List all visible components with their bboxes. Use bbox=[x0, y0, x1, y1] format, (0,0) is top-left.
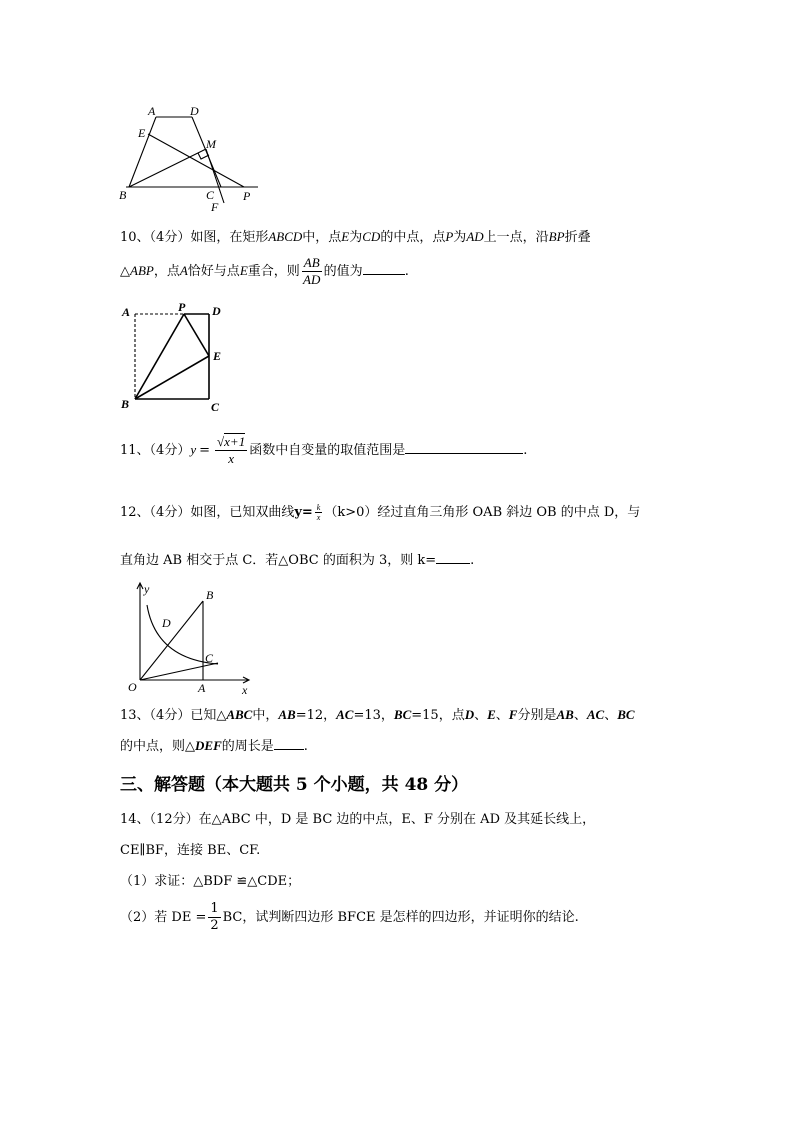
q10-line1: 10、（4分）如图，在矩形ABCD中，点E为CD的中点，点P为AD上一点，沿BP折叠 bbox=[120, 229, 591, 245]
label-B: B bbox=[121, 397, 130, 411]
figure-rectangle-fold bbox=[118, 300, 228, 418]
q13-line1: 13、（4分）已知△ABC中，AB=12，AC=13，BC=15，点D、E、F分别是AB、AC、BC bbox=[120, 707, 635, 723]
section-heading: 三、解答题（本大题共 5 个小题，共 48 分） bbox=[120, 775, 469, 795]
label-A: A bbox=[198, 681, 206, 695]
label-E: E bbox=[138, 126, 146, 140]
label-C: C bbox=[211, 400, 220, 414]
answer-blank-11 bbox=[405, 441, 523, 454]
label-C: C bbox=[205, 651, 214, 665]
label-D: D bbox=[190, 104, 199, 118]
label-y: y bbox=[144, 582, 150, 596]
fraction-one-half: $\frac{1}{2}$ bbox=[210, 901, 219, 933]
label-M: M bbox=[206, 137, 216, 151]
fraction-ab-ad: $\frac{AB}{AD}$ bbox=[303, 255, 321, 287]
label-P: P bbox=[178, 300, 186, 314]
q13-line2: 的中点，则△DEF的周长是 . bbox=[120, 738, 308, 754]
label-E: E bbox=[213, 349, 222, 363]
answer-blank-12 bbox=[436, 551, 470, 564]
answer-blank-13 bbox=[274, 737, 304, 750]
label-A: A bbox=[148, 104, 156, 118]
q10-line2: △ABP，点A恰好与点E重合，则 $\frac{AB}{AD}$ 的值为 . bbox=[120, 255, 409, 287]
answer-blank-10 bbox=[363, 262, 405, 275]
q12-line1: 12、（4分）如图，已知双曲线y= $\frac{k}{x}$ （k>0）经过直角三角形 OAB 斜边 OB 的中点 D，与 bbox=[120, 503, 641, 522]
label-B: B bbox=[119, 188, 127, 202]
label-B: B bbox=[206, 588, 214, 602]
label-D: D bbox=[212, 304, 221, 318]
label-D: D bbox=[162, 616, 171, 630]
figure-hyperbola bbox=[118, 575, 258, 700]
q14-part1: （1）求证：△BDF ≌△CDE； bbox=[120, 874, 301, 889]
label-O: O bbox=[128, 680, 137, 694]
fraction-sqrt: $\frac{√x+1}{x}$ bbox=[217, 434, 246, 466]
label-A: A bbox=[122, 305, 131, 319]
q14-line2: CE∥BF，连接 BE、CF. bbox=[120, 843, 261, 858]
label-C: C bbox=[206, 188, 215, 202]
q11-line: 11、（4分）y = $\frac{√x+1}{x}$ 函数中自变量的取值范围是 . bbox=[120, 434, 528, 466]
fraction-k-x: $\frac{k}{x}$ bbox=[316, 503, 321, 522]
sqrt-symbol: √ bbox=[217, 434, 225, 449]
label-F: F bbox=[211, 200, 219, 214]
label-P: P bbox=[243, 189, 251, 203]
label-x: x bbox=[242, 683, 248, 697]
figure-trapezoid bbox=[112, 100, 262, 215]
q14-line1: 14、（12分）在△ABC 中，D 是 BC 边的中点，E、F 分别在 AD 及其延长线上， bbox=[120, 812, 596, 827]
q14-part2: （2）若 DE = $\frac{1}{2}$ BC，试判断四边形 BFCE 是怎样的四边形，并证明你的结论. bbox=[120, 901, 579, 933]
q12-line2: 直角边 AB 相交于点 C．若△OBC 的面积为 3，则 k= . bbox=[120, 553, 475, 568]
